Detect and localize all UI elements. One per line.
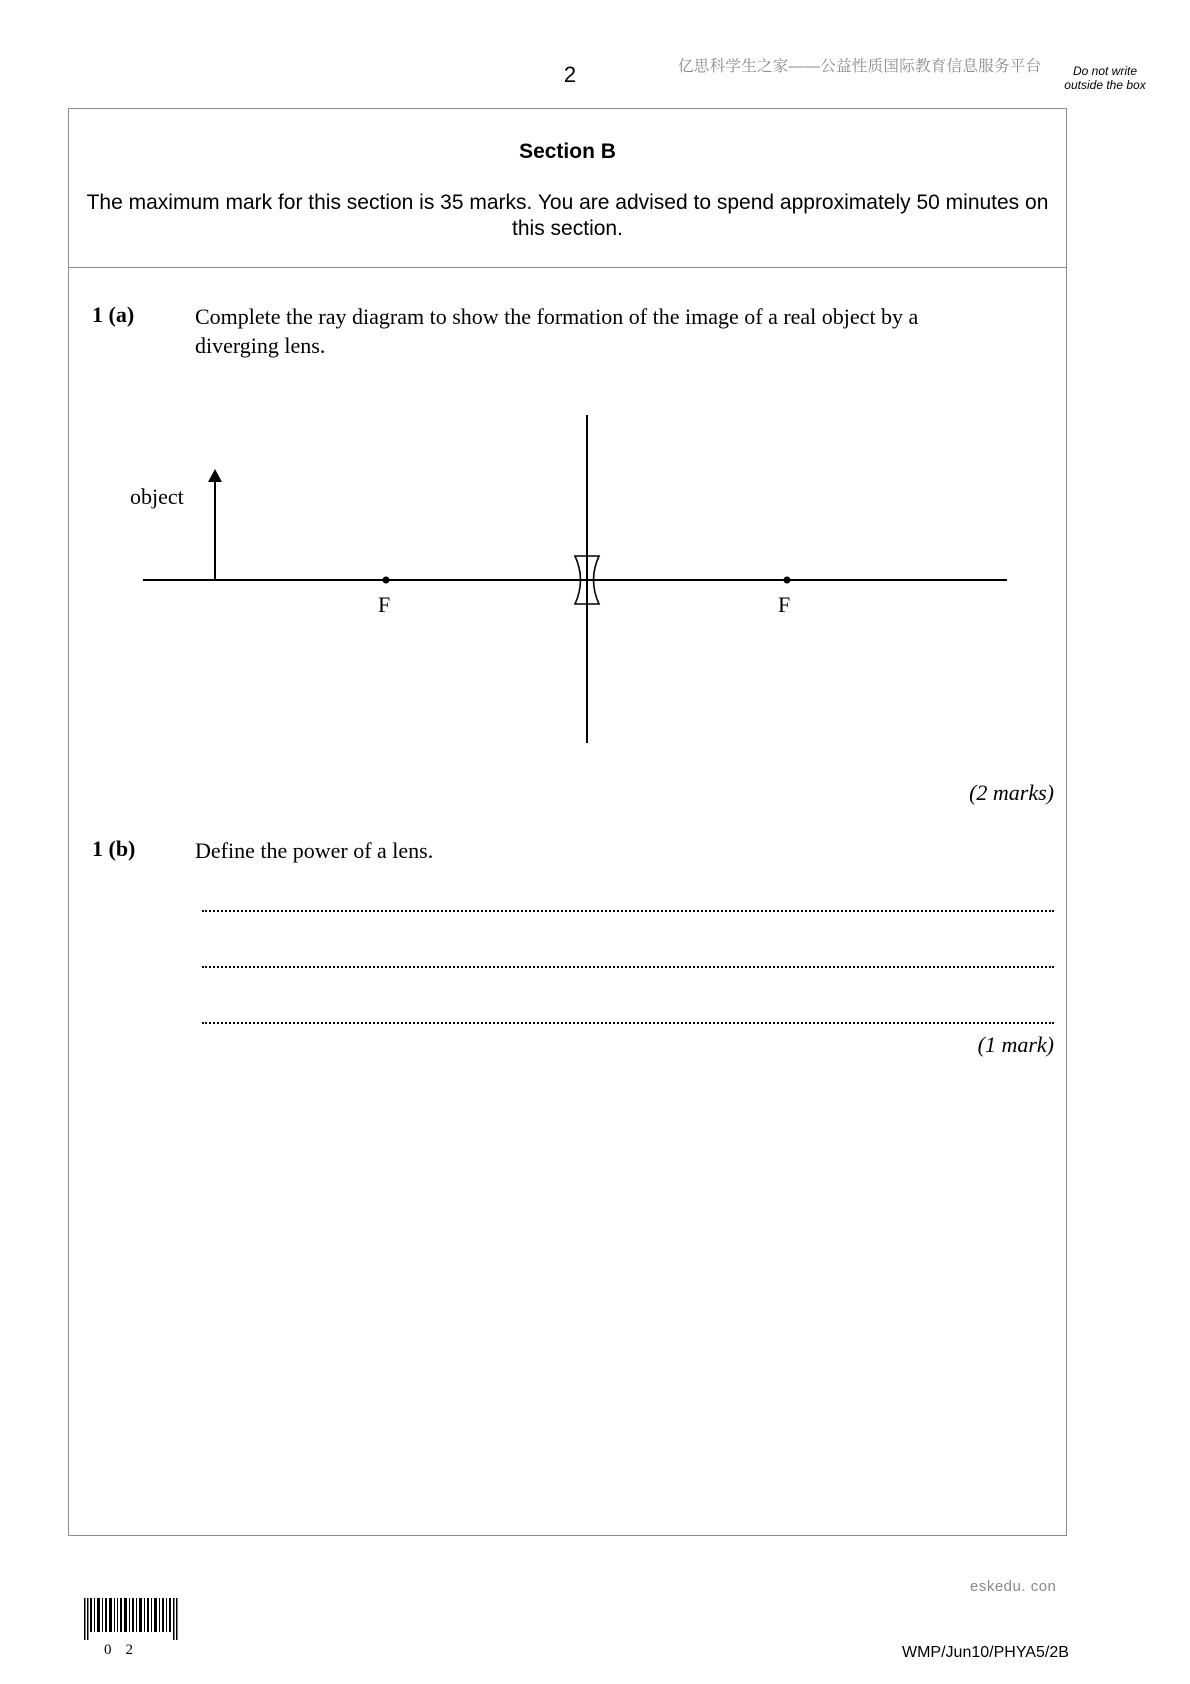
watermark-bottom: eskedu. con: [970, 1578, 1057, 1595]
paper-code: WMP/Jun10/PHYA5/2B: [902, 1644, 1069, 1661]
answer-line-3[interactable]: [202, 1022, 1054, 1024]
question-1b-number: 1 (b): [92, 836, 136, 861]
object-arrow-head: [208, 469, 222, 482]
focal-point-left: [383, 577, 390, 584]
barcode-digits: 02: [104, 1642, 147, 1658]
object-label: object: [130, 484, 184, 509]
margin-note: Do not write outside the box: [1064, 64, 1146, 92]
question-1a-marks: (2 marks): [969, 780, 1054, 805]
question-1b-marks: (1 mark): [977, 1032, 1054, 1057]
answer-line-1[interactable]: [202, 910, 1054, 912]
ray-diagram[interactable]: [0, 0, 1190, 800]
question-1a-number: 1 (a): [92, 302, 135, 327]
answer-line-2[interactable]: [202, 966, 1054, 968]
question-1a-text: Complete the ray diagram to show the formation of the image of a real object by a diverging lens.: [195, 304, 919, 358]
page-number: 2: [563, 62, 577, 87]
question-1b-text: Define the power of a lens.: [195, 838, 434, 863]
section-title: Section B: [519, 140, 616, 163]
watermark-top: 亿思科学生之家——公益性质国际教育信息服务平台: [678, 58, 1042, 75]
focal-point-right: [784, 577, 791, 584]
focal-label-left: F: [378, 592, 391, 617]
barcode: [84, 1598, 180, 1640]
section-intro: The maximum mark for this section is 35 marks. You are advised to spend approximately 50 minutes on this section.: [86, 191, 1049, 240]
focal-label-right: F: [778, 592, 791, 617]
